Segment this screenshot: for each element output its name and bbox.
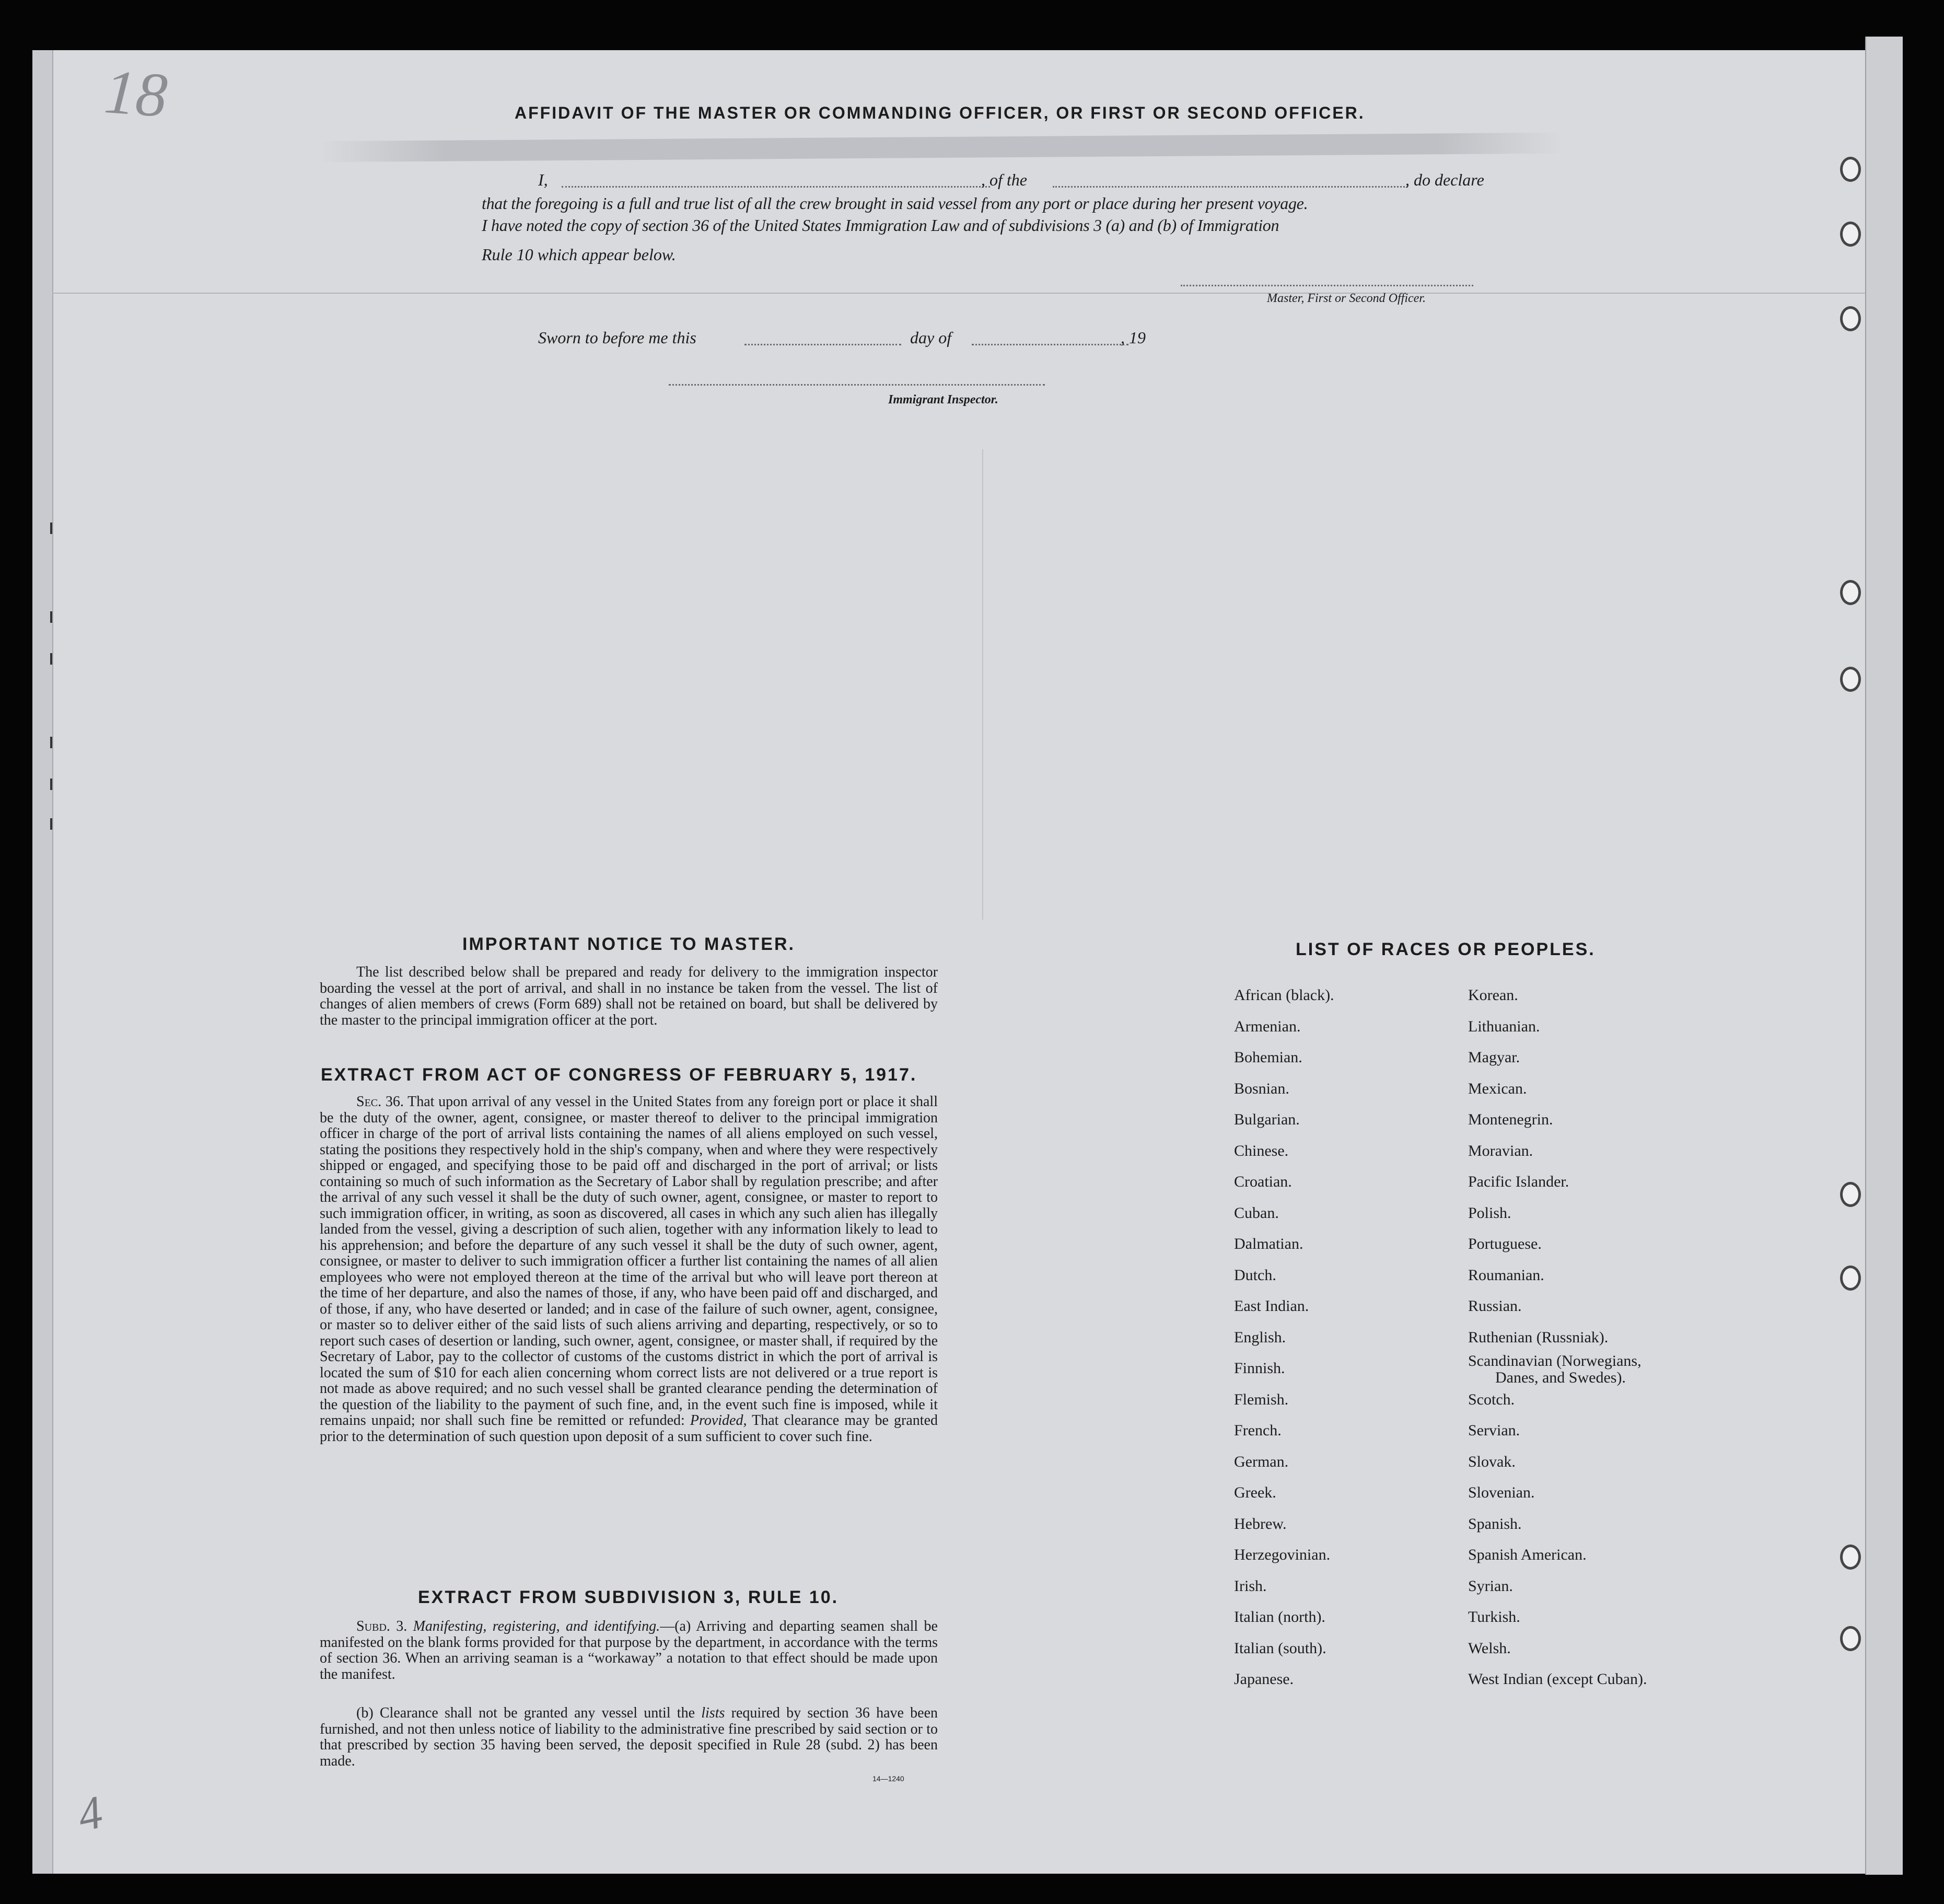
notice-title: IMPORTANT NOTICE TO MASTER. xyxy=(462,934,795,954)
race-item: Hebrew. xyxy=(1234,1515,1287,1533)
race-item: Italian (north). xyxy=(1234,1608,1325,1626)
race-item: African (black). xyxy=(1234,986,1334,1004)
race-item: Greek. xyxy=(1234,1484,1276,1501)
race-item: Dutch. xyxy=(1234,1267,1276,1284)
page-right-edge xyxy=(1865,37,1903,1875)
race-item: Chinese. xyxy=(1234,1142,1289,1159)
race-item: Italian (south). xyxy=(1234,1640,1326,1657)
vessel-name-field[interactable] xyxy=(1053,186,1408,188)
margin-tick xyxy=(50,818,52,830)
race-item: Pacific Islander. xyxy=(1468,1173,1569,1190)
punch-hole-7 xyxy=(1840,1266,1861,1291)
punch-hole-9 xyxy=(1840,1626,1861,1651)
race-item: Polish. xyxy=(1468,1204,1511,1222)
race-item: Moravian. xyxy=(1468,1142,1533,1159)
race-item: Slovenian. xyxy=(1468,1484,1535,1501)
affidavit-line-1 xyxy=(538,170,1505,191)
races-title: LIST OF RACES OR PEOPLES. xyxy=(1296,939,1596,959)
race-item: Magyar. xyxy=(1468,1049,1520,1066)
handwritten-page-number: 18 xyxy=(102,56,170,131)
race-item: Bosnian. xyxy=(1234,1080,1289,1097)
races-left-column xyxy=(1234,986,1443,1697)
race-item-continuation: Danes, and Swedes). xyxy=(1495,1369,1626,1386)
race-item: Armenian. xyxy=(1234,1018,1301,1035)
punch-hole-5 xyxy=(1840,667,1861,692)
race-item: Flemish. xyxy=(1234,1391,1289,1408)
race-item: Spanish American. xyxy=(1468,1546,1587,1563)
affidavit-line-4: Rule 10 which appear below. xyxy=(482,245,676,264)
subd-3-label: Subd. 3. xyxy=(356,1618,408,1634)
extract-rule-para-a xyxy=(320,1619,938,1682)
handwritten-corner-mark: 4 xyxy=(73,1786,107,1842)
signature-field[interactable] xyxy=(1181,285,1473,286)
affidavit-declare: , do declare xyxy=(1405,170,1484,189)
margin-tick xyxy=(50,523,52,534)
race-item: Syrian. xyxy=(1468,1577,1513,1595)
form-number: 14—1240 xyxy=(872,1774,904,1783)
race-item: Finnish. xyxy=(1234,1360,1285,1377)
race-item: Montenegrin. xyxy=(1468,1111,1553,1128)
race-item: Bulgarian. xyxy=(1234,1111,1300,1128)
punch-hole-1 xyxy=(1840,157,1861,182)
extract-act-body xyxy=(320,1094,938,1445)
race-item: Roumanian. xyxy=(1468,1267,1544,1284)
margin-tick xyxy=(50,737,52,748)
sworn-label: Sworn to before me this xyxy=(538,328,696,347)
punch-hole-2 xyxy=(1840,222,1861,247)
race-item: English. xyxy=(1234,1329,1286,1346)
bleed-through-rule xyxy=(52,293,1865,294)
sworn-line xyxy=(538,328,1217,349)
notice-body xyxy=(320,965,938,1028)
day-of-label: day of xyxy=(910,328,952,347)
race-item: Slovak. xyxy=(1468,1453,1516,1470)
bleed-through-column xyxy=(982,449,983,920)
extract-rule-para-b xyxy=(320,1705,938,1769)
race-item: Cuban. xyxy=(1234,1204,1279,1222)
extract-act-title: EXTRACT FROM ACT OF CONGRESS OF FEBRUARY 5, 1917. xyxy=(321,1065,917,1085)
race-item: French. xyxy=(1234,1422,1282,1439)
race-item: Japanese. xyxy=(1234,1670,1294,1688)
affidavit-line-2: that the foregoing is a full and true list of all the crew brought in said vessel from any port or place during her present voyage. xyxy=(482,194,1308,213)
race-item: Bohemian. xyxy=(1234,1049,1302,1066)
provided-label: Provided, xyxy=(690,1412,747,1429)
officer-name-field[interactable] xyxy=(562,186,990,188)
section-36-label: Sec. 36. xyxy=(356,1094,404,1110)
race-item: Portuguese. xyxy=(1468,1235,1542,1252)
inspector-label: Immigrant Inspector. xyxy=(888,393,998,407)
race-item: Herzegovinian. xyxy=(1234,1546,1331,1563)
subd-3-para-b-end: required by section 36 have been furnished, and not then unless notice of liability to the administrative fine prescribed by said section or to that prescribed by section 35 having been served, the deposit specified in Rule 28 (subd. 2) has been made. xyxy=(320,1705,938,1769)
signature-label: Master, First or Second Officer. xyxy=(1267,292,1426,305)
margin-tick xyxy=(50,611,52,623)
sworn-month-field[interactable] xyxy=(972,344,1128,345)
race-item: Lithuanian. xyxy=(1468,1018,1540,1035)
race-item: Welsh. xyxy=(1468,1640,1511,1657)
inspector-signature-field[interactable] xyxy=(669,384,1045,386)
race-item: Ruthenian (Russniak). xyxy=(1468,1329,1609,1346)
punch-hole-8 xyxy=(1840,1545,1861,1570)
race-item: Mexican. xyxy=(1468,1080,1527,1097)
race-item: Russian. xyxy=(1468,1297,1522,1315)
race-item: Spanish. xyxy=(1468,1515,1522,1533)
affidavit-i: I, xyxy=(538,170,548,189)
race-item: Scandinavian (Norwegians, xyxy=(1468,1352,1642,1369)
race-item: Croatian. xyxy=(1234,1173,1292,1190)
page-left-edge xyxy=(32,50,53,1874)
section-36-text: That upon arrival of any vessel in the United States from any foreign port or place it shall be the duty of the owner, agent, consignee, or master thereof to deliver to the principal immigration officer in charge of the port of arrival lists containing the names of all aliens employed on such vessel, stating the positions they respectively hold in the ship's company, when and where they were respectively shipped or engaged, and specifying those to be paid off and discharged in the port of arrival; or lists containing so much of such information as the Secretary of Labor shall by regulation prescribe; and after the arrival of any such vessel it shall be the duty of such owner, agent, consignee, or master to report to such immigration officer, in writing, as soon as discovered, all cases in which any such alien has illegally landed from the vessel, giving a description of such alien, together with any information likely to lead to his apprehension; and before the departure of any such vessel it shall be the duty of such owner, agent, consignee, or master to deliver to such immigration officer a further list containing the names of all alien employees who were not employed thereon at the time of the arrival but who will leave port thereon at the time of her departure, and also the names of those, if any, who have been paid off and discharged, and of those, if any, who have deserted or landed; and in case of the failure of such owner, agent, consignee, or master so to deliver either of the said lists of such aliens arriving and departing, respectively, or so to report such cases of desertion or landing, such owner, agent, consignee, or master shall, if required by the Secretary of Labor, pay to the collector of customs of the customs district in which the port of arrival is located the sum of $10 for each alien concerning whom correct lists are not delivered or a true report is not made as above required; and no such vessel shall be granted clearance pending the determination of the question of the liability to the payment of such fine, and, in the event such fine is imposed, while it remains unpaid; nor shall such fine be remitted or refunded: xyxy=(320,1094,938,1429)
punch-hole-3 xyxy=(1840,306,1861,331)
extract-rule-title: EXTRACT FROM SUBDIVISION 3, RULE 10. xyxy=(418,1587,839,1607)
subd-3-para-b-start: (b) Clearance shall not be granted any vessel until the xyxy=(356,1705,695,1721)
affidavit-line-3: I have noted the copy of section 36 of the United States Immigration Law and of subdivisions 3 (a) and (b) of Immigration xyxy=(482,216,1279,235)
subd-3-para-a: —(a) Arriving and departing seamen shall be manifested on the blank forms provided for that purpose by the department, in accordance with the terms of section 36. When an arriving seaman is a “workaway” a notation to that effect should be made upon the manifest. xyxy=(320,1618,938,1682)
sworn-day-field[interactable] xyxy=(744,344,901,345)
race-item: German. xyxy=(1234,1453,1289,1470)
race-item: Scotch. xyxy=(1468,1391,1515,1408)
races-right-column xyxy=(1468,986,1729,1697)
race-item: Korean. xyxy=(1468,986,1518,1004)
notice-text: The list described below shall be prepared and ready for delivery to the immigration inspector boarding the vessel at the port of arrival, and shall in no instance be taken from the vessel. The list of changes of alien members of crews (Form 689) shall not be retained on board, but shall be delivered by the master to the principal immigration officer at the port. xyxy=(320,964,938,1028)
margin-tick xyxy=(50,653,52,665)
subd-3-heading: Manifesting, registering, and identifying. xyxy=(413,1618,660,1634)
race-item: East Indian. xyxy=(1234,1297,1309,1315)
punch-hole-4 xyxy=(1840,580,1861,605)
race-item: Irish. xyxy=(1234,1577,1267,1595)
affidavit-title: AFFIDAVIT OF THE MASTER OR COMMANDING OFFICER, OR FIRST OR SECOND OFFICER. xyxy=(515,103,1365,122)
section-36-text-end: That clearance may be granted prior to the determination of such question upon deposit of a sum sufficient to cover such fine. xyxy=(320,1412,938,1445)
race-item: Turkish. xyxy=(1468,1608,1520,1626)
punch-hole-6 xyxy=(1840,1182,1861,1207)
race-item: Dalmatian. xyxy=(1234,1235,1303,1252)
margin-tick xyxy=(50,779,52,790)
subd-3-para-b-lists: lists xyxy=(701,1705,725,1721)
year-label: , 19 xyxy=(1121,328,1146,347)
race-item: Servian. xyxy=(1468,1422,1520,1439)
affidavit-of-the: , of the xyxy=(981,170,1027,189)
race-item: West Indian (except Cuban). xyxy=(1468,1670,1647,1688)
